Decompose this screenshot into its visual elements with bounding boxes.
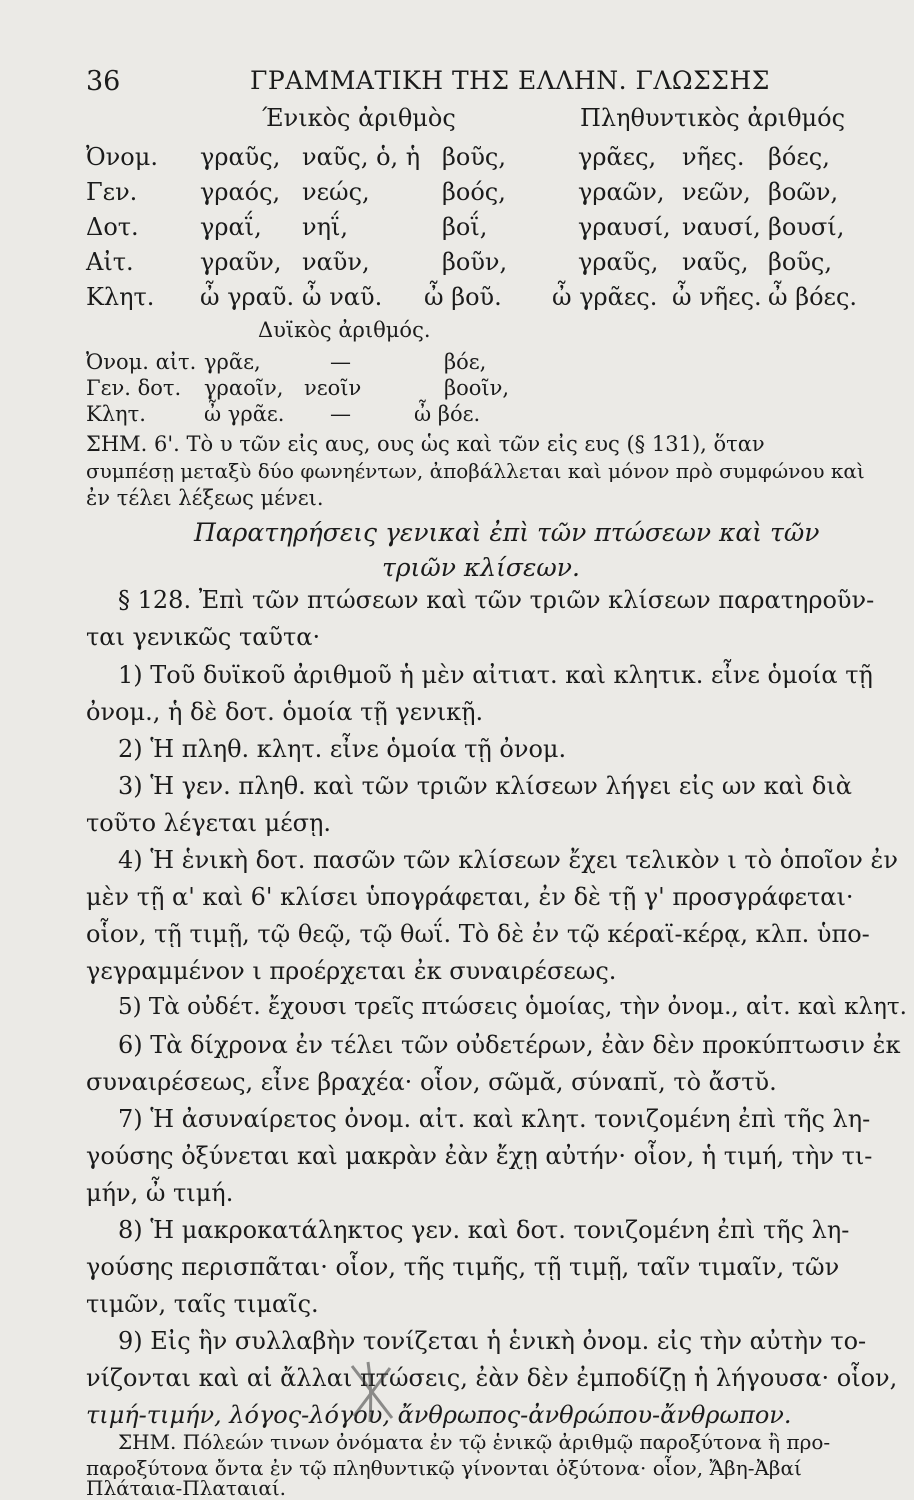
- table-cell: γραός,: [200, 178, 281, 206]
- table-cell: γραυσί,: [578, 213, 671, 241]
- paragraph-line: 9) Εἰς ἣν συλλαβὴν τονίζεται ἡ ἑνικὴ ὀνομ. εἰς τὴν αὐτὴν το-: [118, 1327, 867, 1355]
- paragraph-line: γεγραμμένον ι προέρχεται ἐκ συναιρέσεως.: [86, 957, 617, 985]
- note-line: Πλάταια-Πλαταιαί.: [86, 1476, 287, 1500]
- table-cell: ναῦν,: [302, 248, 370, 276]
- table-cell: γραῦς,: [578, 248, 659, 276]
- table-cell: γραῦς,: [200, 143, 281, 171]
- paragraph-line: γούσης ὀξύνεται καὶ μακρὰν ἐὰν ἔχῃ αὐτήν· οἷον, ἡ τιμή, τὴν τι-: [86, 1142, 873, 1170]
- paragraph-line: γούσης περισπᾶται· οἷον, τῆς τιμῆς, τῇ τιμῇ, ταῖν τιμαῖν, τῶν: [86, 1253, 840, 1281]
- case-label: Γεν.: [86, 178, 138, 206]
- paragraph-line: 7) Ἡ ἀσυναίρετος ὀνομ. αἰτ. καὶ κλητ. τονιζομένη ἐπὶ τῆς λη-: [118, 1105, 871, 1133]
- table-cell: νηΐ,: [302, 213, 349, 241]
- case-label: Κλητ.: [86, 402, 146, 426]
- paragraph-line: νίζονται καὶ αἱ ἄλλαι πτώσεις, ἐὰν δὲν ἐμποδίζῃ ἡ λήγουσα· οἷον,: [86, 1364, 898, 1392]
- table-cell: βοῦν,: [442, 248, 508, 276]
- page-number: 36: [86, 66, 121, 97]
- running-title: ΓΡΑΜΜΑΤΙΚΗ ΤΗΣ ΕΛΛΗΝ. ΓΛΩΣΣΗΣ: [250, 66, 770, 95]
- ink-mark-icon: [340, 1358, 404, 1426]
- table-cell: γρᾶες,: [578, 143, 657, 171]
- paragraph-line: μὲν τῇ α' καὶ 6' κλίσει ὑπογράφεται, ἐν δὲ τῇ γ' προσγράφεται·: [86, 883, 854, 911]
- paragraph-line: οἷον, τῇ τιμῇ, τῷ θεῷ, τῷ θωΐ. Τὸ δὲ ἐν τῷ κέραϊ-κέρᾳ, κλπ. ὑπο-: [86, 920, 870, 948]
- note-line: ἐν τέλει λέξεως μένει.: [86, 486, 324, 510]
- table-cell: βοῦς,: [768, 248, 832, 276]
- table-cell: ὦ βόε.: [414, 402, 481, 426]
- table-cell: ναῦς, ὁ, ἡ: [302, 143, 421, 171]
- table-cell: βουσί,: [768, 213, 845, 241]
- case-label: Ὀνομ. αἰτ.: [86, 350, 197, 374]
- table-cell: —: [330, 402, 351, 426]
- dual-heading: Δυϊκὸς ἀριθμός.: [258, 318, 431, 342]
- note-line: παροξύτονα ὄντα ἐν τῷ πληθυντικῷ γίνονται ὀξύτονα· οἷον, Ἄβη-Ἀβαί: [86, 1456, 802, 1480]
- table-cell: ὦ γρᾶες.: [552, 283, 658, 311]
- plural-heading: Πληθυντικὸς ἀριθμός: [580, 104, 846, 132]
- case-label: Κλητ.: [86, 283, 155, 311]
- note-line: ΣΗΜ. 6'. Τὸ υ τῶν εἰς αυς, ους ὡς καὶ τῶν εἰς ευς (§ 131), ὅταν: [86, 432, 765, 456]
- table-cell: νεοῖν: [304, 376, 362, 400]
- paragraph-line: 8) Ἡ μακροκατάληκτος γεν. καὶ δοτ. τονιζομένη ἐπὶ τῆς λη-: [118, 1216, 850, 1244]
- table-cell: βοῦς,: [442, 143, 506, 171]
- table-cell: βοοῖν,: [444, 376, 510, 400]
- table-cell: βοός,: [442, 178, 506, 206]
- case-label: Δοτ.: [86, 213, 139, 241]
- paragraph-line: τιμῶν, ταῖς τιμαῖς.: [86, 1290, 319, 1318]
- paragraph-line: συναιρέσεως, εἶνε βραχέα· οἷον, σῶμᾰ, σύναπῐ, τὸ ἄστῠ.: [86, 1068, 777, 1096]
- singular-heading: Ένικὸς ἀριθμὸς: [262, 104, 456, 132]
- paragraph-line: 6) Τὰ δίχρονα ἐν τέλει τῶν οὐδετέρων, ἐὰν δὲν προκύπτωσιν ἐκ: [118, 1031, 901, 1059]
- note-line: συμπέσῃ μεταξὺ δύο φωνηέντων, ἀποβάλλεται καὶ μόνον πρὸ συμφώνου καὶ: [86, 459, 865, 483]
- paragraph-line: 2) Ἡ πληθ. κλητ. εἶνε ὁμοία τῇ ὀνομ.: [118, 735, 567, 763]
- table-cell: βοῶν,: [768, 178, 839, 206]
- table-cell: νεῶν,: [682, 178, 751, 206]
- table-cell: γραῦν,: [200, 248, 282, 276]
- paragraph-line: 3) Ἡ γεν. πληθ. καὶ τῶν τριῶν κλίσεων λήγει εἰς ων καὶ διὰ: [118, 772, 852, 800]
- table-cell: βόε,: [444, 350, 487, 374]
- section-title: τριῶν κλίσεων.: [382, 553, 580, 582]
- paragraph-line: ὀνομ., ἡ δὲ δοτ. ὁμοία τῇ γενικῇ.: [86, 698, 484, 726]
- paragraph-line: 1) Τοῦ δυϊκοῦ ἀριθμοῦ ἡ μὲν αἰτιατ. καὶ κλητικ. εἶνε ὁμοία τῇ: [118, 661, 873, 689]
- paragraph-line: τοῦτο λέγεται μέσῃ.: [86, 809, 332, 837]
- paragraph-line: 5) Τὰ οὐδέτ. ἔχουσι τρεῖς πτώσεις ὁμοίας, τὴν ὀνομ., αἰτ. καὶ κλητ.: [118, 994, 907, 1020]
- table-cell: γραΐ,: [200, 213, 262, 241]
- paragraph-line: τιμή-τιμήν, λόγος-λόγου, ἄνθρωπος-ἀνθρώπου-ἄνθρωπον.: [86, 1401, 792, 1429]
- table-cell: ὦ ναῦ.: [302, 283, 383, 311]
- table-cell: —: [330, 350, 351, 374]
- paragraph-line: § 128. Ἐπὶ τῶν πτώσεων καὶ τῶν τριῶν κλίσεων παρατηροῦν-: [118, 586, 875, 614]
- table-cell: ὦ βοῦ.: [424, 283, 502, 311]
- table-cell: ὦ νῆες.: [672, 283, 762, 311]
- table-cell: γραοῖν,: [204, 376, 284, 400]
- section-title: Παρατηρήσεις γενικαὶ ἐπὶ τῶν πτώσεων καὶ τῶν: [194, 518, 820, 547]
- case-label: Αἰτ.: [86, 248, 134, 276]
- table-cell: ὦ γρᾶε.: [204, 402, 285, 426]
- table-cell: ὦ γραῦ.: [200, 283, 295, 311]
- table-cell: γραῶν,: [578, 178, 665, 206]
- paragraph-line: μήν, ὦ τιμή.: [86, 1179, 234, 1207]
- paragraph-line: 4) Ἡ ἑνικὴ δοτ. πασῶν τῶν κλίσεων ἔχει τελικὸν ι τὸ ὁποῖον ἐν: [118, 846, 898, 874]
- table-cell: βόες,: [768, 143, 830, 171]
- table-cell: ὦ βόες.: [768, 283, 858, 311]
- note-line: ΣΗΜ. Πόλεών τινων ὀνόματα ἐν τῷ ἑνικῷ ἀριθμῷ παροξύτονα ἢ προ-: [118, 1430, 831, 1454]
- table-cell: νῆες.: [682, 143, 745, 171]
- table-cell: γρᾶε,: [204, 350, 261, 374]
- table-cell: νεώς,: [302, 178, 370, 206]
- case-label: Ὀνομ.: [86, 143, 158, 171]
- table-cell: βοΐ,: [442, 213, 488, 241]
- table-cell: ναυσί,: [682, 213, 761, 241]
- paragraph-line: ται γενικῶς ταῦτα·: [86, 623, 321, 651]
- case-label: Γεν. δοτ.: [86, 376, 182, 400]
- table-cell: ναῦς,: [682, 248, 749, 276]
